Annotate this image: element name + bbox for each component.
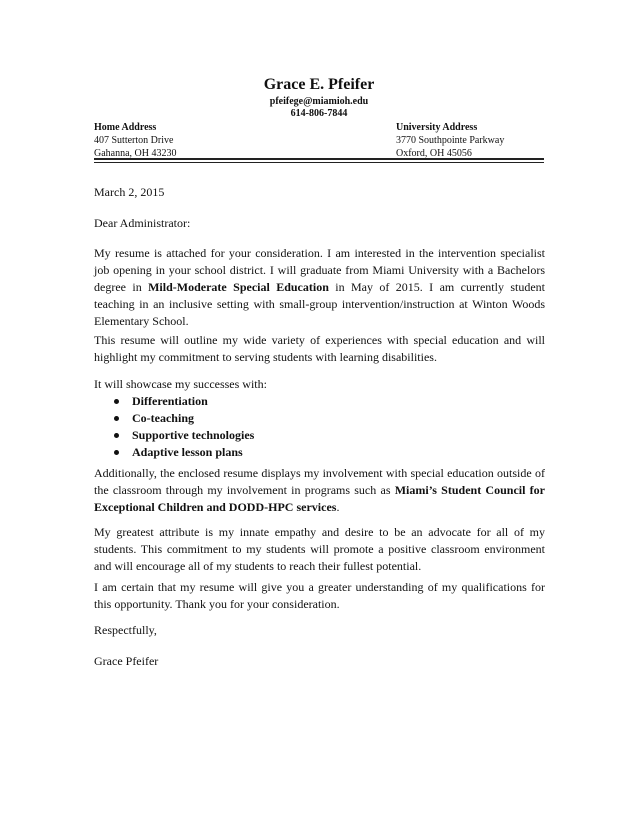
bullet-icon (114, 433, 119, 438)
home-address-heading: Home Address (94, 122, 157, 133)
paragraph-closing: I am certain that my resume will give you a greater understanding of my qualifications for this opportunity. Thank you for your consideration. (94, 580, 545, 611)
bullet-icon (114, 399, 119, 404)
list-item-label: Supportive technologies (132, 428, 255, 442)
university-address-line1: 3770 Southpointe Parkway (396, 135, 505, 146)
university-address-block (396, 121, 504, 160)
skills-list (114, 393, 254, 461)
programs-emphasis: Miami’s Student Council for Exceptional Children and DODD-HPC services (94, 483, 545, 514)
paragraph-intro-text-b: in May of 2015. I am currently student teaching in an inclusive setting with small-group intervention/instruction at Winton Woods Elementary School. (94, 280, 545, 328)
list-item-label: Differentiation (132, 394, 208, 408)
bullet-icon (114, 450, 119, 455)
applicant-name: Grace E. Pfeifer (263, 76, 375, 93)
list-item (114, 444, 254, 461)
paragraph-involvement (94, 465, 545, 516)
bullet-icon (114, 416, 119, 421)
paragraph-attribute: My greatest attribute is my innate empathy and desire to be an advocate for all of my students. This commitment to my students will promote a positive classroom environment and will encourage all of my students to reach their fullest potential. (94, 525, 545, 573)
list-item-label: Adaptive lesson plans (132, 445, 243, 459)
paragraph-intro-text-a: My resume is attached for your consideration. I am interested in the intervention specialist job opening in your school district. I will graduate from Miami University with a Bachelors degree in (94, 246, 545, 294)
list-item (114, 393, 254, 410)
header-divider-thick (94, 158, 544, 160)
paragraph-showcase: It will showcase my successes with: (94, 377, 267, 391)
university-address-line2: Oxford, OH 45056 (396, 148, 472, 159)
university-address-heading: University Address (396, 122, 478, 133)
paragraph-intro (94, 245, 545, 330)
list-item (114, 427, 254, 444)
phone-number: 614-806-7844 (290, 108, 348, 119)
salutation: Dear Administrator: (94, 216, 191, 230)
complimentary-close: Respectfully, (94, 623, 157, 637)
list-item-label: Co-teaching (132, 411, 194, 425)
home-address-line1: 407 Sutterton Drive (94, 135, 174, 146)
signature-name: Grace Pfeifer (94, 654, 159, 668)
degree-emphasis: Mild-Moderate Special Education (148, 280, 329, 294)
header-divider-thin (94, 162, 544, 163)
list-item (114, 410, 254, 427)
home-address-block (94, 121, 176, 160)
paragraph-outline: This resume will outline my wide variety of experiences with special education and will highlight my commitment to serving students with learning disabilities. (94, 333, 545, 364)
email-address: pfeifege@miamioh.edu (269, 96, 369, 107)
paragraph-involvement-text-b: . (336, 500, 340, 514)
home-address-line2: Gahanna, OH 43230 (94, 148, 177, 159)
paragraph-involvement-text-a: Additionally, the enclosed resume displays my involvement with special education outside of the classroom through my involvement in programs such as (94, 466, 545, 497)
letter-date: March 2, 2015 (94, 185, 165, 199)
